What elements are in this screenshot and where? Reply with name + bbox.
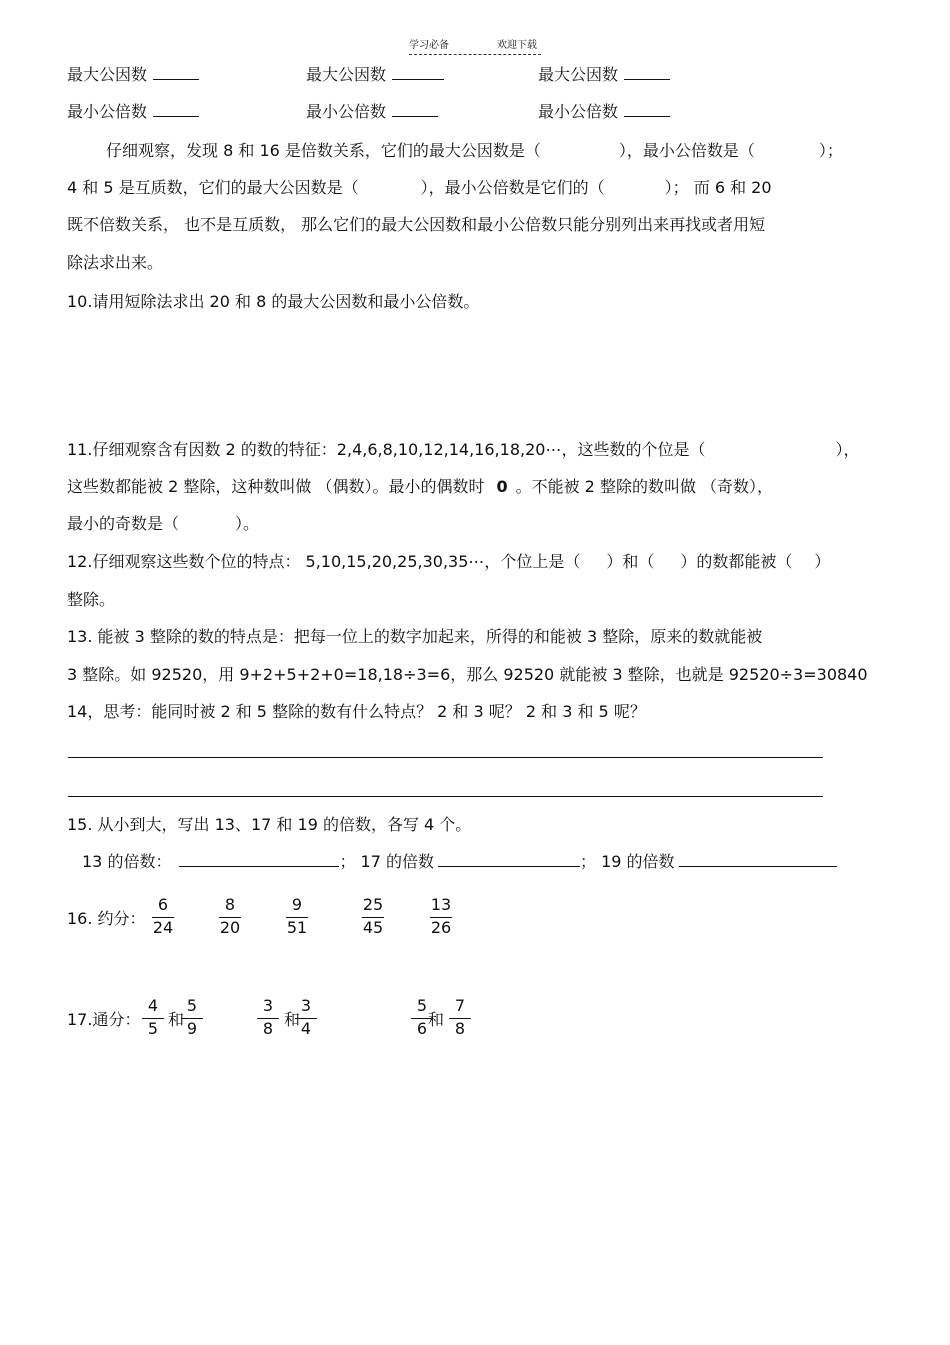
intro-line-2: 4 和 5 是互质数，它们的最大公因数是（ ），最小公倍数是它们的（ ）； 而 6 和 20: [67, 178, 772, 197]
gcd-field-1: 最大公因数: [67, 64, 199, 85]
gcd-blank-1[interactable]: [153, 64, 199, 80]
gcd-blank-2[interactable]: [392, 64, 444, 80]
question-17-label: 17.通分：: [67, 1010, 141, 1029]
lcm-field-1: 最小公倍数: [67, 101, 199, 122]
and-text: 和: [168, 1010, 185, 1029]
header-divider: [409, 54, 541, 55]
gcd-field-3: 最大公因数: [538, 64, 670, 85]
gcd-blank-3[interactable]: [624, 64, 670, 80]
lcm-field-2: 最小公倍数: [306, 101, 438, 122]
lcm-field-3: 最小公倍数: [538, 101, 670, 122]
question-13-line-1: 13. 能被 3 整除的数的特点是：把每一位上的数字加起来，所得的和能被 3 整除，原来的数就能被: [67, 627, 763, 646]
fraction: 9 51: [286, 895, 308, 937]
intro-line-4: 除法求出来。: [67, 253, 164, 272]
question-11-line-2: 这些数都能被 2 整除，这种数叫做 （偶数）。最小的偶数时 0 。不能被 2 整除的数叫做 （奇数），: [67, 477, 774, 496]
and-text: 和: [284, 1010, 301, 1029]
fraction: 5 9: [177, 996, 207, 1039]
question-11-line-1: 11.仔细观察含有因数 2 的数的特征：2,4,6,8,10,12,14,16,18,20⋯，这些数的个位是（ ），: [67, 440, 860, 459]
header-left: 学习必备: [409, 40, 449, 51]
lcm-blank-3[interactable]: [624, 101, 670, 117]
question-16-label: 16. 约分：: [67, 909, 146, 928]
question-10: 10.请用短除法求出 20 和 8 的最大公因数和最小公倍数。: [67, 292, 480, 311]
fraction: 3 8: [253, 996, 283, 1039]
header-right: 欢迎下载: [497, 40, 537, 51]
fraction: 7 8: [445, 996, 475, 1039]
answer-line-2[interactable]: [68, 796, 823, 797]
multiples-17-blank[interactable]: [438, 851, 580, 867]
question-11-line-3: 最小的奇数是（ ）。: [67, 514, 260, 533]
fraction: 5 6: [407, 996, 437, 1039]
question-15-answers: 13 的倍数： ； 17 的倍数 ； 19 的倍数: [82, 851, 837, 872]
and-text: 和: [428, 1010, 445, 1029]
fraction: 13 26: [430, 895, 452, 937]
fraction: 6 24: [152, 895, 174, 937]
multiples-19-blank[interactable]: [679, 851, 837, 867]
fraction: 8 20: [219, 895, 241, 937]
lcm-blank-1[interactable]: [153, 101, 199, 117]
question-12-line-1: 12.仔细观察这些数个位的特点： 5,10,15,20,25,30,35⋯，个位上是（ ）和（ ）的数都能被（ ）: [67, 552, 831, 571]
fraction: 25 45: [362, 895, 384, 937]
fraction: 4 5: [138, 996, 168, 1039]
intro-line-3: 既不倍数关系， 也不是互质数， 那么它们的最大公因数和最小公倍数只能分别列出来再找或者用短: [67, 215, 766, 234]
question-15-title: 15. 从小到大，写出 13、17 和 19 的倍数，各写 4 个。: [67, 815, 472, 834]
lcm-blank-2[interactable]: [392, 101, 438, 117]
question-14: 14，思考：能同时被 2 和 5 整除的数有什么特点？ 2 和 3 呢？ 2 和 3 和 5 呢？: [67, 702, 646, 721]
answer-line-1[interactable]: [68, 757, 823, 758]
fraction: 3 4: [291, 996, 321, 1039]
question-13-line-2: 3 整除。如 92520，用 9+2+5+2+0=18,18÷3=6，那么 92520 就能被 3 整除，也就是 92520÷3=30840: [67, 665, 868, 684]
question-12-line-2: 整除。: [67, 590, 116, 609]
gcd-field-2: 最大公因数: [306, 64, 444, 85]
intro-line-1: 仔细观察，发现 8 和 16 是倍数关系，它们的最大公因数是（ ），最小公倍数是（ ）；: [106, 141, 843, 160]
multiples-13-blank[interactable]: [179, 851, 339, 867]
